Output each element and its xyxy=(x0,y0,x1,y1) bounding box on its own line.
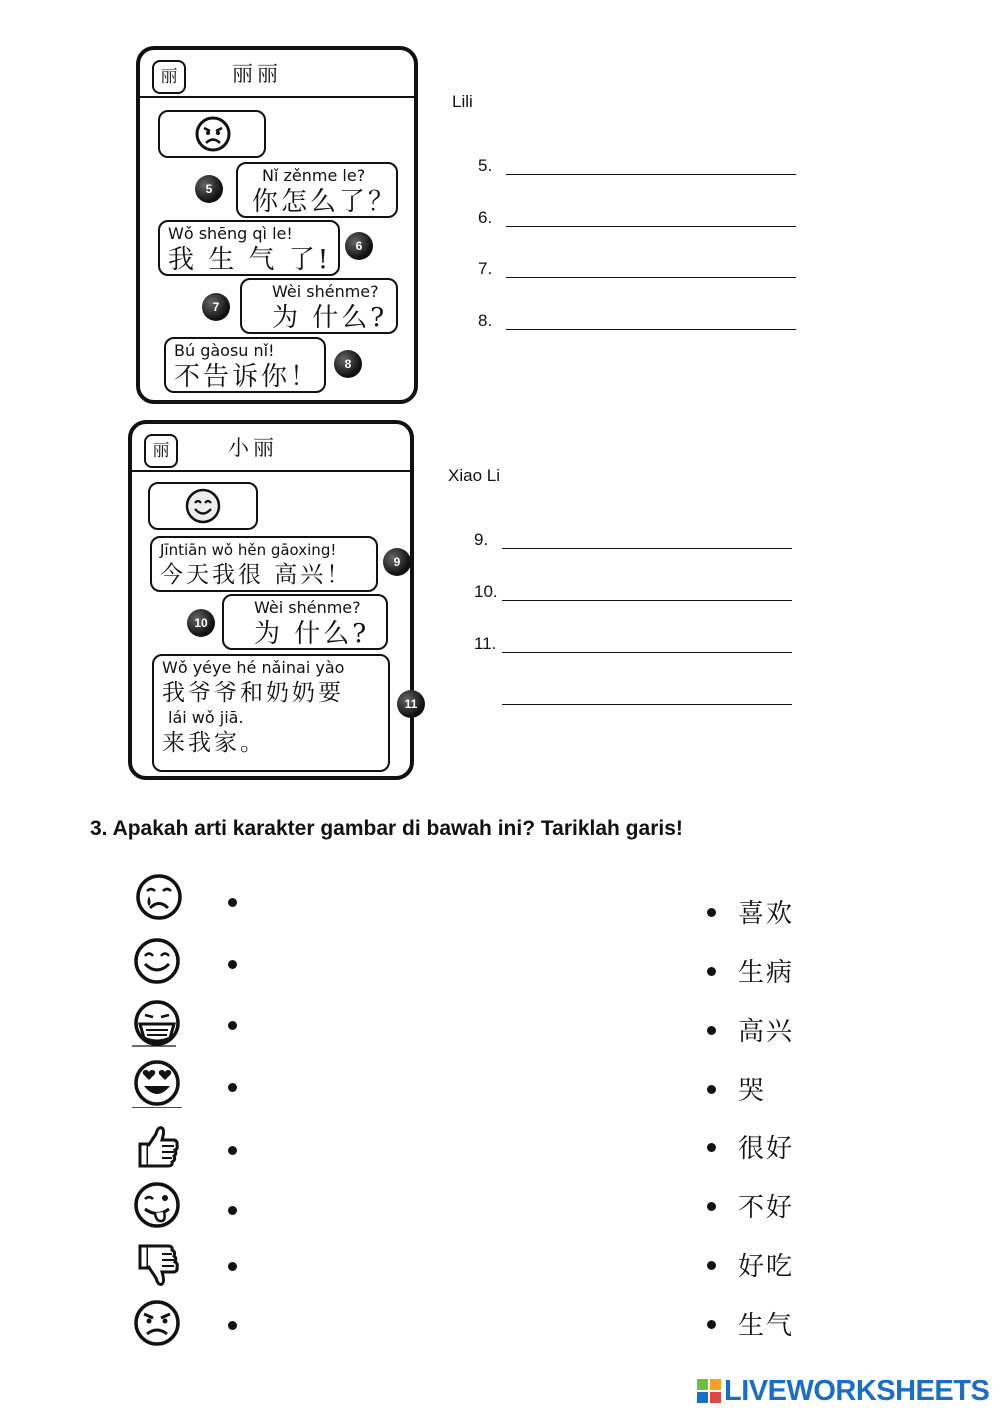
message-pinyin: Nǐ zěnme le? xyxy=(262,166,366,185)
chat-message-10 xyxy=(222,594,388,650)
match-word-3: 高兴 xyxy=(738,1017,795,1047)
mood-bubble xyxy=(148,482,258,530)
thumbs-down-icon xyxy=(134,1240,184,1290)
question-number-6: 6 xyxy=(345,232,373,260)
answer-input-7[interactable] xyxy=(506,277,796,278)
answer-input-8[interactable] xyxy=(506,329,796,330)
match-dot-right-1[interactable] xyxy=(707,908,716,917)
match-dot-left-3[interactable] xyxy=(228,1021,237,1030)
message-hanzi: 今天我很 高兴！ xyxy=(160,562,353,588)
question-number-5: 5 xyxy=(195,175,223,203)
match-dot-right-5[interactable] xyxy=(707,1143,716,1152)
smiling-face-icon xyxy=(184,487,222,525)
question-number-9: 9 xyxy=(383,548,411,576)
chat-window-lili xyxy=(136,46,418,404)
answer-input-9[interactable] xyxy=(502,548,792,549)
answer-section-title-xiaoli: Xiao Li xyxy=(448,466,500,485)
match-dot-left-2[interactable] xyxy=(228,960,237,969)
answer-label-10: 10. xyxy=(474,582,498,601)
message-pinyin: Wǒ shēng qì le! xyxy=(168,224,293,243)
match-dot-right-2[interactable] xyxy=(707,967,716,976)
match-dot-right-3[interactable] xyxy=(707,1026,716,1035)
message-hanzi: 我爷爷和奶奶要 xyxy=(162,680,344,706)
message-hanzi: 我 生 气 了! xyxy=(168,245,332,275)
match-dot-left-5[interactable] xyxy=(228,1146,237,1155)
answer-input-11[interactable] xyxy=(502,652,792,653)
answer-label-9: 9. xyxy=(474,530,489,549)
thumbs-up-icon xyxy=(134,1122,184,1172)
answer-label-7: 7. xyxy=(478,259,493,278)
section-3-title: 3. Apakah arti karakter gambar di bawah ini? Tariklah garis! xyxy=(90,817,683,840)
answer-section-title-lili: Lili xyxy=(452,92,473,111)
message-pinyin: Wèi shénme? xyxy=(254,598,361,617)
question-number-11: 11 xyxy=(397,690,425,718)
match-word-1: 喜欢 xyxy=(738,899,795,929)
crying-face-icon xyxy=(134,872,184,922)
chat-message-7 xyxy=(240,278,398,334)
tongue-out-face-icon xyxy=(132,1180,182,1230)
match-dot-left-8[interactable] xyxy=(228,1321,237,1330)
angry-face-icon xyxy=(132,1298,182,1348)
match-dot-left-1[interactable] xyxy=(228,898,237,907)
match-word-5: 很好 xyxy=(738,1134,795,1164)
chat-message-6 xyxy=(158,220,340,276)
answer-input-5[interactable] xyxy=(506,174,796,175)
mood-bubble xyxy=(158,110,266,158)
message-hanzi: 为 什么? xyxy=(254,619,370,649)
answer-label-5: 5. xyxy=(478,156,493,175)
chat-message-5 xyxy=(236,162,398,218)
message-hanzi-line2: 来我家。 xyxy=(162,730,266,756)
match-word-7: 好吃 xyxy=(738,1252,795,1282)
match-dot-left-7[interactable] xyxy=(228,1262,237,1271)
answer-input-11-line2[interactable] xyxy=(502,704,792,705)
match-dot-left-4[interactable] xyxy=(228,1083,237,1092)
chat-contact-name: 小丽 xyxy=(228,436,278,460)
angry-face-icon xyxy=(194,115,232,153)
chat-window-xiaoli xyxy=(128,420,418,780)
message-hanzi: 你怎么了？ xyxy=(252,187,398,217)
match-dot-right-4[interactable] xyxy=(707,1085,716,1094)
message-hanzi: 不告诉你！ xyxy=(174,362,320,392)
match-dot-right-6[interactable] xyxy=(707,1202,716,1211)
answer-label-6: 6. xyxy=(478,208,493,227)
match-dot-right-7[interactable] xyxy=(707,1261,716,1270)
answer-label-8: 8. xyxy=(478,311,493,330)
happy-face-icon xyxy=(132,936,182,986)
liveworksheets-logo-icon xyxy=(697,1379,721,1403)
answer-input-6[interactable] xyxy=(506,226,796,227)
question-number-10: 10 xyxy=(187,609,215,637)
message-pinyin: Wǒ yéye hé nǎinai yào xyxy=(162,658,345,677)
question-number-7: 7 xyxy=(202,293,230,321)
question-number-8: 8 xyxy=(334,350,362,378)
message-pinyin: Wèi shénme? xyxy=(272,282,379,301)
chat-message-8 xyxy=(164,337,326,393)
match-word-8: 生气 xyxy=(738,1311,795,1341)
chat-avatar: 丽 xyxy=(144,434,178,468)
answer-label-11: 11. xyxy=(474,634,497,653)
message-pinyin-line2: lái wǒ jiā. xyxy=(168,708,244,727)
chat-header xyxy=(140,50,414,98)
chat-message-9 xyxy=(150,536,378,592)
brand-wordmark: LIVEWORKSHEETS xyxy=(724,1375,990,1407)
chat-avatar: 丽 xyxy=(152,60,186,94)
heart-eyes-face-icon xyxy=(132,1058,182,1108)
match-dot-right-8[interactable] xyxy=(707,1320,716,1329)
chat-contact-name: 丽丽 xyxy=(232,62,282,86)
sick-mask-face-icon xyxy=(132,998,182,1048)
message-pinyin: Bú gàosu nǐ! xyxy=(174,341,275,360)
match-word-4: 哭 xyxy=(738,1076,767,1106)
chat-header xyxy=(132,424,410,472)
chat-message-11 xyxy=(152,654,390,772)
message-hanzi: 为 什么? xyxy=(272,303,388,333)
answer-input-10[interactable] xyxy=(502,600,792,601)
message-pinyin: Jīntiān wǒ hěn gāoxing! xyxy=(160,541,337,559)
match-dot-left-6[interactable] xyxy=(228,1206,237,1215)
match-word-6: 不好 xyxy=(738,1193,795,1223)
match-word-2: 生病 xyxy=(738,958,795,988)
